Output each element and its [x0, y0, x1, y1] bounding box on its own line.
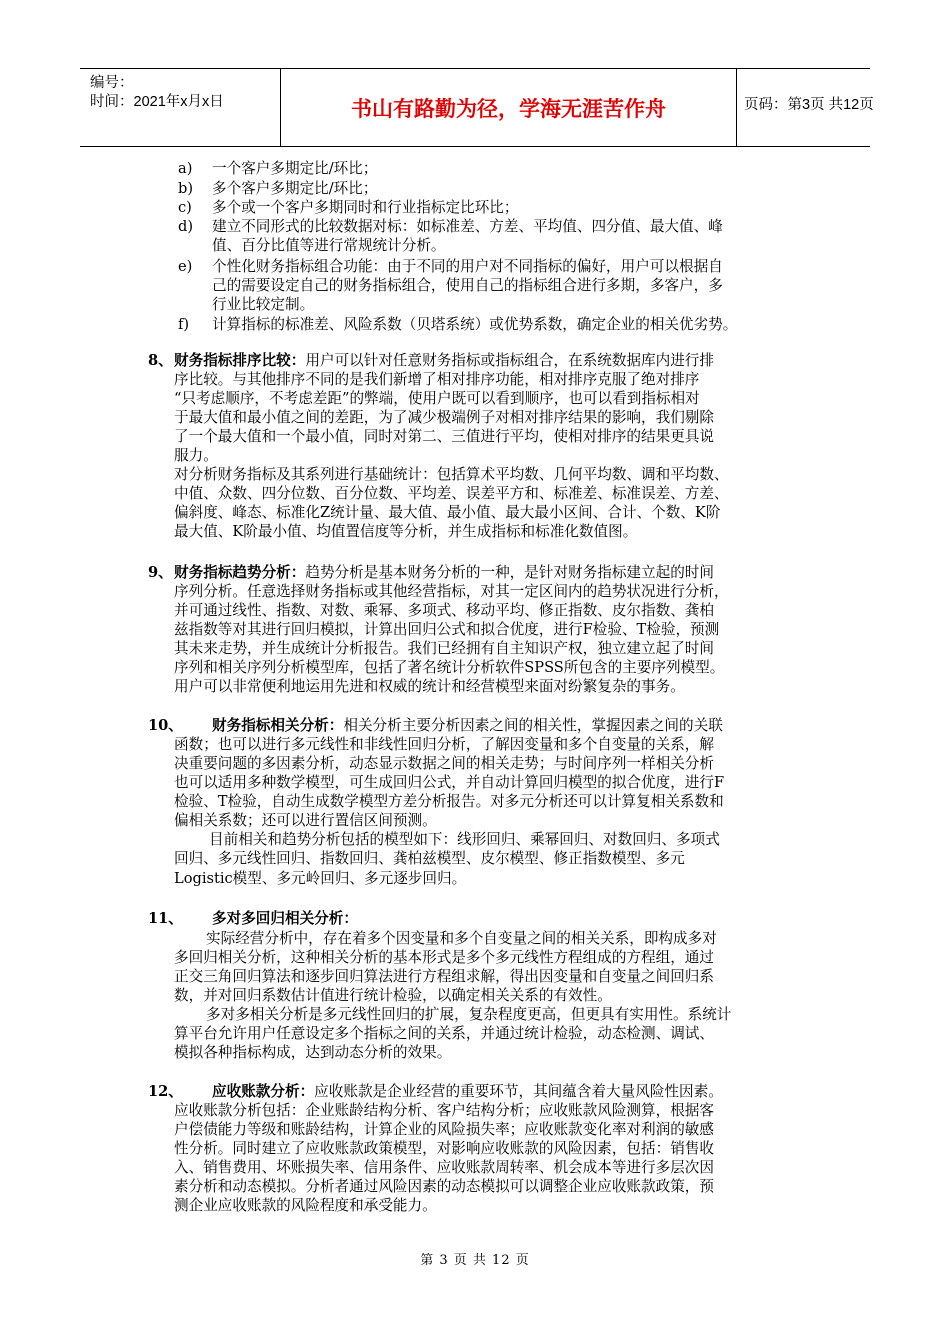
section-line: 性分析。同时建立了应收账款政策模型，对影响应收账款的风险因素，包括：销售收: [174, 1140, 714, 1157]
section-line: 于最大值和最小值之间的差距，为了减少极端例子对相对排序结果的影响，我们剔除: [174, 409, 714, 426]
page-info: 页码：第3页 共12页: [744, 97, 874, 113]
section-line: 序比较。与其他排序不同的是我们新增了相对排序功能，相对排序克服了绝对排序: [174, 371, 700, 388]
section-first-line: [212, 716, 723, 735]
section-line: 入、销售费用、坏账损失率、信用条件、应收账款周转率、机会成本等进行多层次因: [174, 1159, 714, 1176]
section-line: “只考虑顺序，不考虑差距”的弊端，使用户既可以看到顺序，也可以看到指标相对: [174, 390, 700, 407]
section-line: 服力。: [174, 447, 218, 464]
section-line: 目前相关和趋势分析包括的模型如下：线形回归、乘幂回归、对数回归、多项式: [209, 831, 720, 848]
section-line: 偏相关系数；还可以进行置信区间预测。: [174, 812, 437, 829]
list-label: e): [178, 258, 193, 275]
header-motto-cell: [280, 69, 737, 146]
section-number: 11、: [148, 910, 183, 927]
section-title: 财务指标相关分析：: [212, 717, 344, 734]
section-first-line: [212, 909, 358, 928]
section-line: 决重要问题的多因素分析，动态显示数据之间的相关走势；与时间序列一样相关分析: [174, 755, 714, 772]
section-line: 应收账款分析包括：企业账龄结构分析、客户结构分析；应收账款风险测算，根据客: [174, 1102, 714, 1119]
section-number: 8、: [148, 352, 173, 369]
section-text: 用户可以针对任意财务指标或指标组合，在系统数据库内进行排: [305, 352, 714, 369]
section-line: 回归、多元线性回归、指数回归、龚柏兹模型、皮尔模型、修正指数模型、多元: [174, 850, 685, 867]
section-first-line: [174, 563, 714, 582]
section-line: 模拟各种指标构成，达到动态分析的效果。: [174, 1044, 452, 1061]
list-item-text: 个性化财务指标组合功能：由于不同的用户对不同指标的偏好，用户可以根据自: [212, 258, 723, 275]
section-line: 序列和相关序列分析模型库，包括了著名统计分析软件SPSS所包含的主要序列模型。: [174, 659, 725, 676]
section-line: 偏斜度、峰态、标准化Z统计量、最大值、最小值、最大最小区间、合计、个数、K阶: [174, 504, 721, 521]
motto: 书山有路勤为径，学海无涯苦作舟: [351, 97, 666, 121]
section-title: 多对多回归相关分析：: [212, 910, 358, 927]
section-line: 并可通过线性、指数、对数、乘幂、多项式、移动平均、修正指数、皮尔指数、龚柏: [174, 602, 714, 619]
section-line: 其未来走势，并生成统计分析报告。我们已经拥有自主知识产权，独立建立起了时间: [174, 640, 714, 657]
section-number: 9、: [148, 564, 173, 581]
section-line: 素分析和动态模拟。分析者通过风险因素的动态模拟可以调整企业应收账款政策，预: [174, 1178, 714, 1195]
section-line: 最大值、K阶最小值、均值置信度等分析，并生成指标和标准化数值图。: [174, 523, 638, 540]
section-line: 实际经营分析中，存在着多个因变量和多个自变量之间的相关关系，即构成多对: [206, 930, 717, 947]
section-number: 10、: [148, 717, 183, 734]
section-line: 户偿债能力等级和账龄结构，计算企业的风险损失率；应收账款变化率对利润的敏感: [174, 1121, 714, 1138]
section-first-line: [212, 1082, 723, 1101]
section-line: 序列分析。任意选择财务指标或其他经营指标，对其一定区间内的趋势状况进行分析，: [174, 583, 729, 600]
section-line: 多回归相关分析，这种相关分析的基本形式是多个多元线性方程组成的方程组，通过: [174, 949, 714, 966]
list-item-text: 行业比较定制。: [212, 296, 315, 313]
header-page-cell: [736, 69, 874, 146]
section-first-line: [174, 351, 714, 370]
list-label: a): [178, 160, 193, 177]
section-text: 相关分析主要分析因素之间的相关性，掌握因素之间的关联: [343, 717, 723, 734]
list-item-text: 值、百分比值等进行常规统计分析。: [212, 237, 446, 254]
section-line: 了一个最大值和一个最小值，同时对第二、三值进行平均，使相对排序的结果更具说: [174, 428, 714, 445]
section-line: 检验、T检验，自动生成数学模型方差分析报告。对多元分析还可以计算复相关系数和: [174, 793, 724, 810]
section-line: 中值、众数、四分位数、百分位数、平均差、误差平方和、标准差、标准误差、方差、: [174, 485, 729, 502]
time-label: 时间：2021年x月x日: [90, 94, 224, 110]
section-text: 应收账款是企业经营的重要环节，其间蕴含着大量风险性因素。: [314, 1083, 723, 1100]
list-item-text: 计算指标的标准差、风险系数（贝塔系统）或优势系数，确定企业的相关优劣势。: [212, 316, 738, 333]
list-item-text: 己的需要设定自己的财务指标组合，使用自己的指标组合进行多期，多客户，多: [212, 277, 723, 294]
section-line: 数，并对回归系数估计值进行统计检验，以确定相关关系的有效性。: [174, 987, 612, 1004]
list-item-text: 多个或一个客户多期同时和行业指标定比环比；: [212, 199, 519, 216]
section-line: 正交三角回归算法和逐步回归算法进行方程组求解，得出因变量和自变量之间回归系: [174, 968, 714, 985]
page-header: [80, 68, 874, 147]
section-text: 趋势分析是基本财务分析的一种，是针对财务指标建立起的时间: [305, 564, 714, 581]
list-label: f): [178, 316, 190, 333]
list-item-text: 多个客户多期定比/环比；: [212, 180, 378, 197]
section-title: 财务指标排序比较：: [174, 352, 306, 369]
section-title: 财务指标趋势分析：: [174, 564, 306, 581]
section-number: 12、: [148, 1083, 183, 1100]
section-line: 测企业应收账款的风险程度和承受能力。: [174, 1197, 437, 1214]
section-line: Logistic模型、多元岭回归、多元逐步回归。: [174, 870, 467, 887]
list-label: b): [178, 180, 194, 197]
section-line: 对分析财务指标及其系列进行基础统计：包括算术平均数、几何平均数、调和平均数、: [174, 466, 729, 483]
list-label: c): [178, 199, 192, 216]
section-line: 多对多相关分析是多元线性回归的扩展，复杂程度更高，但更具有实用性。系统计: [206, 1006, 732, 1023]
list-item-text: 建立不同形式的比较数据对标：如标准差、方差、平均值、四分值、最大值、峰: [212, 218, 723, 235]
section-line: 函数；也可以进行多元线性和非线性回归分析，了解因变量和多个自变量的关系，解: [174, 736, 714, 753]
section-line: 用户可以非常便利地运用先进和权威的统计和经营模型来面对纷繁复杂的事务。: [174, 678, 685, 695]
list-label: d): [178, 218, 194, 235]
serial-label: 编号：: [90, 75, 134, 91]
section-line: 兹指数等对其进行回归模拟，计算出回归公式和拟合优度，进行F检验、T检验，预测: [174, 621, 720, 638]
header-meta-cell: [80, 69, 280, 146]
page-footer: 第 3 页 共 12 页: [420, 1253, 530, 1268]
list-item-text: 一个客户多期定比/环比；: [212, 160, 378, 177]
section-line: 算平台允许用户任意设定多个指标之间的关系，并通过统计检验，动态检测、调试、: [174, 1025, 714, 1042]
section-title: 应收账款分析：: [212, 1083, 315, 1100]
section-line: 也可以适用多种数学模型，可生成回归公式，并自动计算回归模型的拟合优度，进行F: [174, 774, 725, 791]
